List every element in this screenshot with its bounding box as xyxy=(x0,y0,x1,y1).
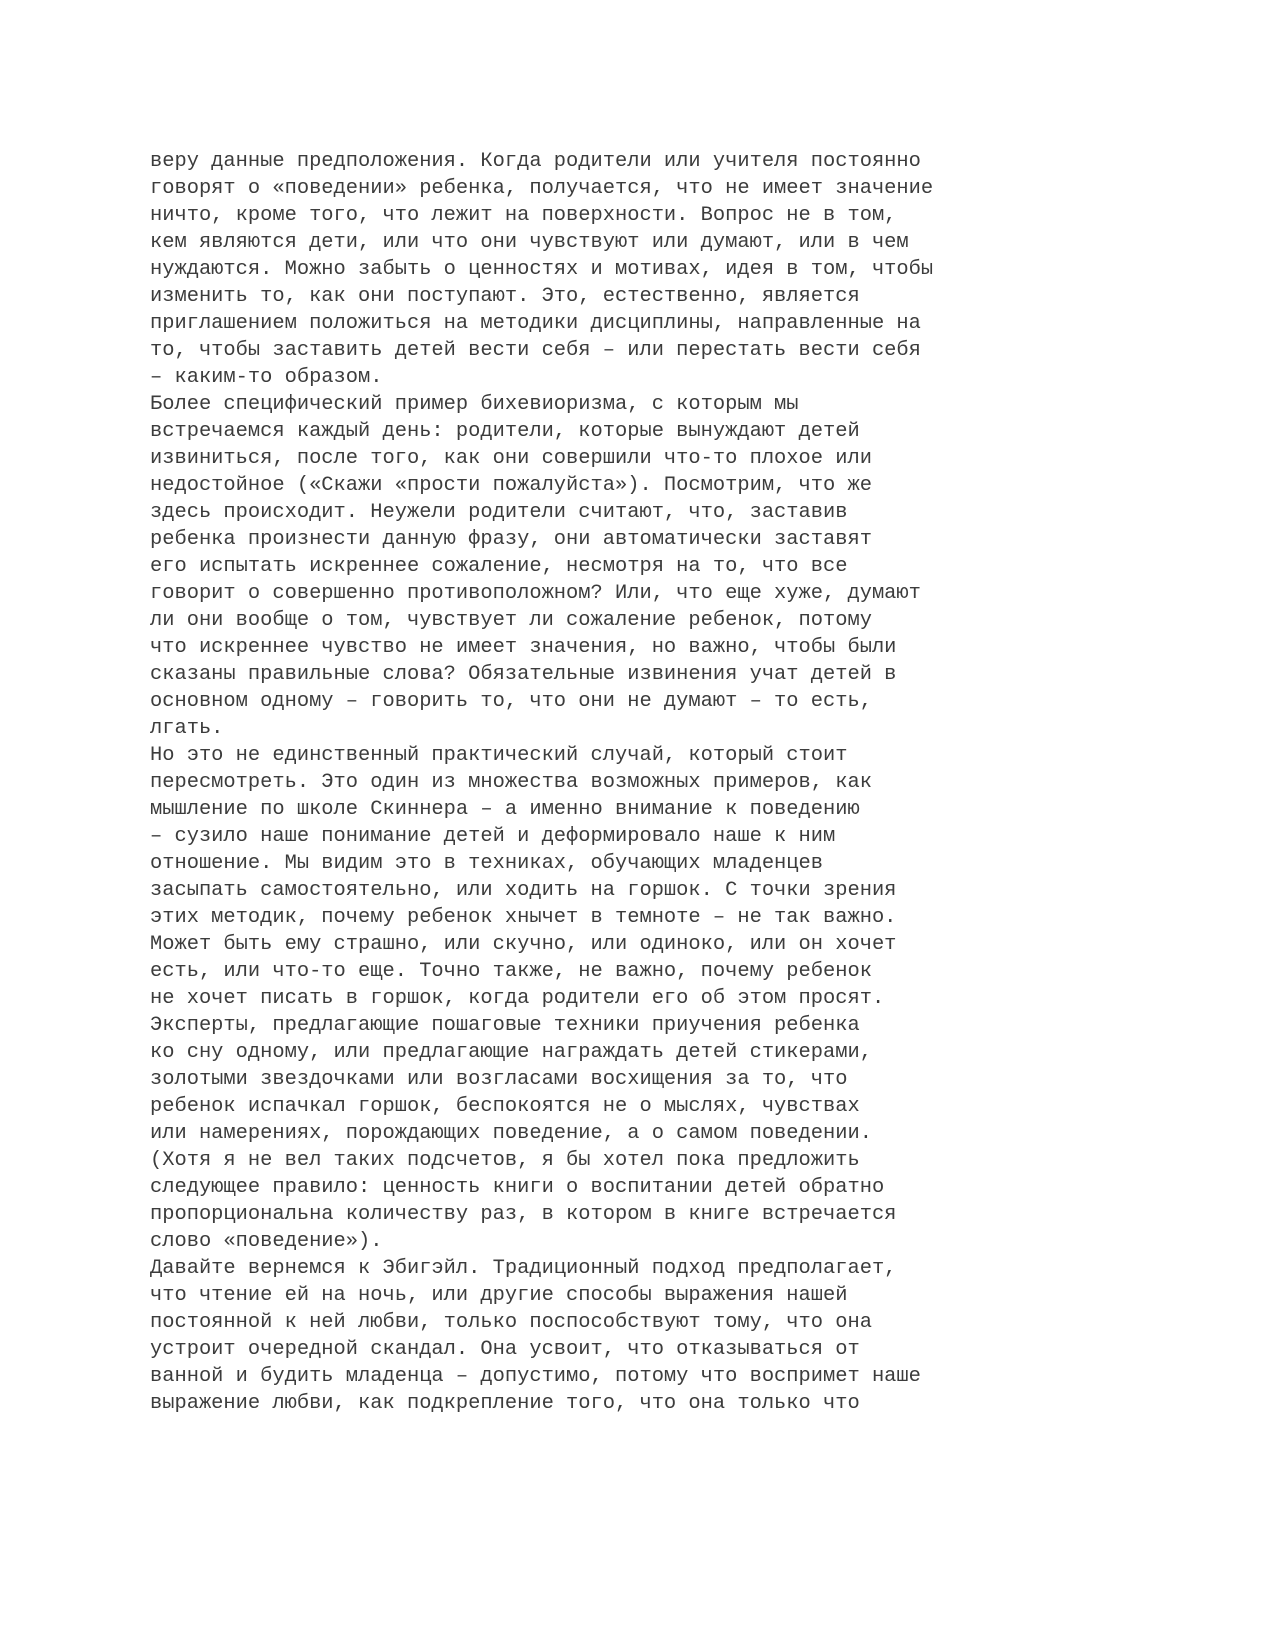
text-line: встречаемся каждый день: родители, которые вынуждают детей xyxy=(150,420,860,443)
text-line: этих методик, почему ребенок хнычет в темноте – не так важно. xyxy=(150,906,897,929)
text-line: изменить то, как они поступают. Это, естественно, является xyxy=(150,285,860,308)
text-line: то, чтобы заставить детей вести себя – или перестать вести себя xyxy=(150,339,921,362)
text-line: нуждаются. Можно забыть о ценностях и мотивах, идея в том, чтобы xyxy=(150,258,934,281)
text-line: Эксперты, предлагающие пошаговые техники приучения ребенка xyxy=(150,1014,860,1037)
text-line: Давайте вернемся к Эбигэйл. Традиционный подход предполагает, xyxy=(150,1257,897,1280)
text-line: ли они вообще о том, чувствует ли сожаление ребенок, потому xyxy=(150,609,872,632)
text-line: (Хотя я не вел таких подсчетов, я бы хотел пока предложить xyxy=(150,1149,860,1172)
text-line: или намерениях, порождающих поведение, а о самом поведении. xyxy=(150,1122,872,1145)
text-line: ко сну одному, или предлагающие награждать детей стикерами, xyxy=(150,1041,872,1064)
text-line: – каким-то образом. xyxy=(150,366,383,389)
text-line: пропорциональна количеству раз, в котором в книге встречается xyxy=(150,1203,897,1226)
text-line: его испытать искреннее сожаление, несмотря на то, что все xyxy=(150,555,848,578)
text-line: засыпать самостоятельно, или ходить на горшок. С точки зрения xyxy=(150,879,897,902)
text-line: золотыми звездочками или возгласами восхищения за то, что xyxy=(150,1068,848,1091)
text-line: выражение любви, как подкрепление того, что она только что xyxy=(150,1392,860,1415)
body-text xyxy=(150,148,1150,1417)
text-line: веру данные предположения. Когда родители или учителя постоянно xyxy=(150,150,921,173)
text-line: приглашением положиться на методики дисциплины, направленные на xyxy=(150,312,921,335)
text-line: ребенка произнести данную фразу, они автоматически заставят xyxy=(150,528,872,551)
text-line: ребенок испачкал горшок, беспокоятся не о мыслях, чувствах xyxy=(150,1095,860,1118)
text-line: постоянной к ней любви, только поспособствуют тому, что она xyxy=(150,1311,872,1334)
text-line: лгать. xyxy=(150,717,224,740)
text-line: слово «поведение»). xyxy=(150,1230,383,1253)
text-line: сказаны правильные слова? Обязательные извинения учат детей в xyxy=(150,663,897,686)
text-line: кем являются дети, или что они чувствуют или думают, или в чем xyxy=(150,231,909,254)
text-line: Но это не единственный практический случай, который стоит xyxy=(150,744,848,767)
text-line: говорят о «поведении» ребенка, получается, что не имеет значение xyxy=(150,177,934,200)
text-line: Может быть ему страшно, или скучно, или одиноко, или он хочет xyxy=(150,933,897,956)
text-line: следующее правило: ценность книги о воспитании детей обратно xyxy=(150,1176,885,1199)
text-line: – сузило наше понимание детей и деформировало наше к ним xyxy=(150,825,836,848)
text-line: устроит очередной скандал. Она усвоит, что отказываться от xyxy=(150,1338,860,1361)
text-line: Более специфический пример бихевиоризма, с которым мы xyxy=(150,393,799,416)
text-line: недостойное («Скажи «прости пожалуйста»). Посмотрим, что же xyxy=(150,474,872,497)
text-line: что чтение ей на ночь, или другие способы выражения нашей xyxy=(150,1284,848,1307)
text-line: ничто, кроме того, что лежит на поверхности. Вопрос не в том, xyxy=(150,204,897,227)
text-line: что искреннее чувство не имеет значения, но важно, чтобы были xyxy=(150,636,897,659)
text-line: говорит о совершенно противоположном? Или, что еще хуже, думают xyxy=(150,582,921,605)
text-line: основном одному – говорить то, что они не думают – то есть, xyxy=(150,690,872,713)
text-line: пересмотреть. Это один из множества возможных примеров, как xyxy=(150,771,872,794)
text-line: есть, или что-то еще. Точно также, не важно, почему ребенок xyxy=(150,960,872,983)
text-line: извиниться, после того, как они совершили что-то плохое или xyxy=(150,447,872,470)
text-line: мышление по школе Скиннера – а именно внимание к поведению xyxy=(150,798,860,821)
text-line: не хочет писать в горшок, когда родители его об этом просят. xyxy=(150,987,885,1010)
text-line: ванной и будить младенца – допустимо, потому что воспримет наше xyxy=(150,1365,921,1388)
text-line: здесь происходит. Неужели родители считают, что, заставив xyxy=(150,501,848,524)
text-line: отношение. Мы видим это в техниках, обучающих младенцев xyxy=(150,852,824,875)
